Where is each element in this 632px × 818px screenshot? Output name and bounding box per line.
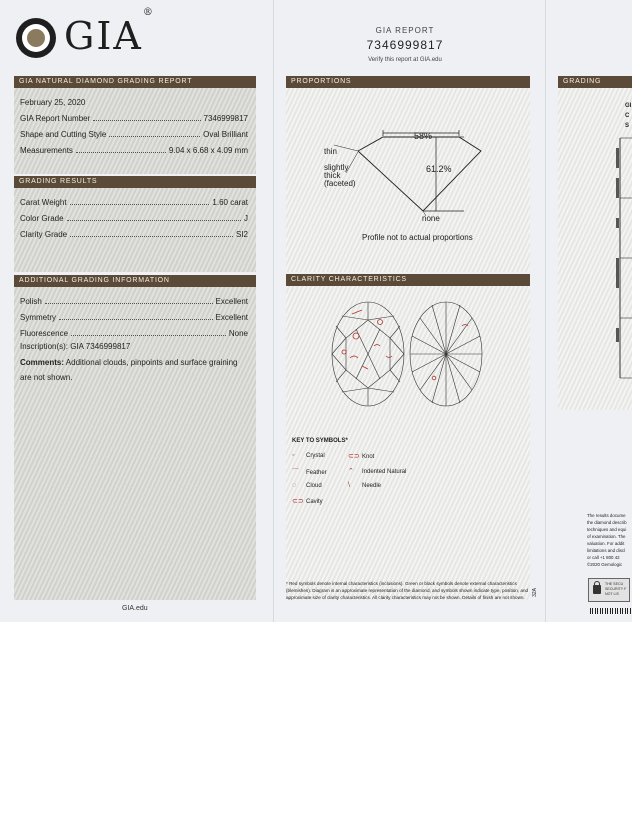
report-number: 7346999817: [366, 38, 444, 52]
clarity-plot: [286, 286, 530, 436]
clarity-panel: [286, 286, 530, 600]
additional-info-panel: [14, 287, 256, 600]
key-item-cloud: ◌ Cloud: [292, 482, 322, 489]
grading-scales-panel: [558, 88, 632, 410]
scale-letter: GI: [625, 103, 632, 109]
report-header: [280, 26, 530, 63]
additional-row: Fluorescence None: [20, 329, 248, 338]
grading-scales-title: GRADING: [558, 76, 632, 88]
proportions-panel: [286, 88, 530, 272]
key-item-cavity: ⊂⊃ Cavity: [292, 498, 323, 505]
brand-name: GIA: [64, 14, 143, 58]
result-row: Color Grade J: [20, 214, 248, 223]
verify-link[interactable]: Verify this report at GIA.edu: [368, 57, 442, 63]
report-label: GIA REPORT: [375, 26, 435, 35]
scale-bars: [558, 88, 632, 410]
grading-results-title: GRADING RESULTS: [14, 176, 256, 188]
comments: Comments: Additional clouds, pinpoints and surface graining are not shown.: [20, 358, 238, 382]
grading-report-panel: [14, 88, 256, 174]
profile-note: Profile not to actual proportions: [362, 233, 473, 242]
fold-line: [273, 0, 274, 622]
key-item-needle: \ Needle: [348, 482, 382, 489]
girdle-thick: thick: [324, 171, 341, 180]
pavilion-diagram: [410, 302, 482, 406]
result-row: Carat Weight 1.60 carat: [20, 198, 248, 207]
girdle-faceted: (faceted): [324, 179, 356, 188]
report-row: Measurements 9.04 x 6.68 x 4.09 mm: [20, 146, 248, 155]
clarity-footnote: * Red symbols denote internal characteristics (inclusions). Green or black symbols denote external characteristics (blemishes). Diagram is an approximate representation of the diamond, and symbols shown indicate type, position, and approximate size of clarity characteristics. All clarity characteristics may not be shown. Details of finish are not shown.: [286, 581, 529, 600]
key-item-knot: ⊂⊃ Knot: [348, 453, 375, 460]
key-item-feather: ⌒ Feather: [292, 469, 327, 476]
inclusion-marks: [342, 310, 392, 369]
report-row: Shape and Cutting Style Oval Brilliant: [20, 130, 248, 139]
clarity-title: CLARITY CHARACTERISTICS: [286, 274, 530, 286]
footer-website: GIA.edu: [122, 605, 148, 612]
security-feature-box: THE SECU SECURITY F NOT LIS: [588, 578, 630, 602]
report-row: GIA Report Number 7346999817: [20, 114, 248, 123]
proportions-diagram: [286, 88, 530, 272]
scale-letter: S: [625, 123, 630, 129]
report-date: February 25, 2020: [20, 98, 86, 107]
barcode: [590, 608, 632, 614]
inscription: Inscription(s): GIA 7346999817: [20, 342, 131, 351]
table-percentage: 58%: [414, 131, 433, 141]
key-title: KEY TO SYMBOLS*: [292, 438, 348, 444]
gia-logo: GIA®: [16, 18, 296, 62]
grading-results-panel: [14, 188, 256, 272]
fine-print: The results docume the diamond describ techniques and equi of examination. The valuation. For addit limitations and discl or call +1 800 42 ©2020 Gemologic: [587, 513, 627, 567]
fold-line: [545, 0, 546, 622]
scale-letter: C: [625, 113, 630, 119]
proportions-title: PROPORTIONS: [286, 76, 530, 88]
side-code: 32A: [532, 588, 538, 597]
additional-row: Polish Excellent: [20, 297, 248, 306]
key-item-indented-natural: ⌃ Indented Natural: [348, 468, 407, 475]
additional-info-title: ADDITIONAL GRADING INFORMATION: [14, 275, 256, 287]
additional-row: Symmetry Excellent: [20, 313, 248, 322]
result-row: Clarity Grade SI2: [20, 230, 248, 239]
girdle-thin: thin: [324, 147, 337, 156]
grading-report-title: GIA NATURAL DIAMOND GRADING REPORT: [14, 76, 256, 88]
key-item-crystal: ◦ Crystal: [292, 452, 325, 459]
gia-seal-icon: [16, 18, 56, 58]
depth-percentage: 61.2%: [426, 164, 452, 174]
culet-value: none: [422, 214, 440, 223]
girdle-slightly: slightly: [324, 163, 349, 172]
lock-icon: [593, 585, 601, 594]
